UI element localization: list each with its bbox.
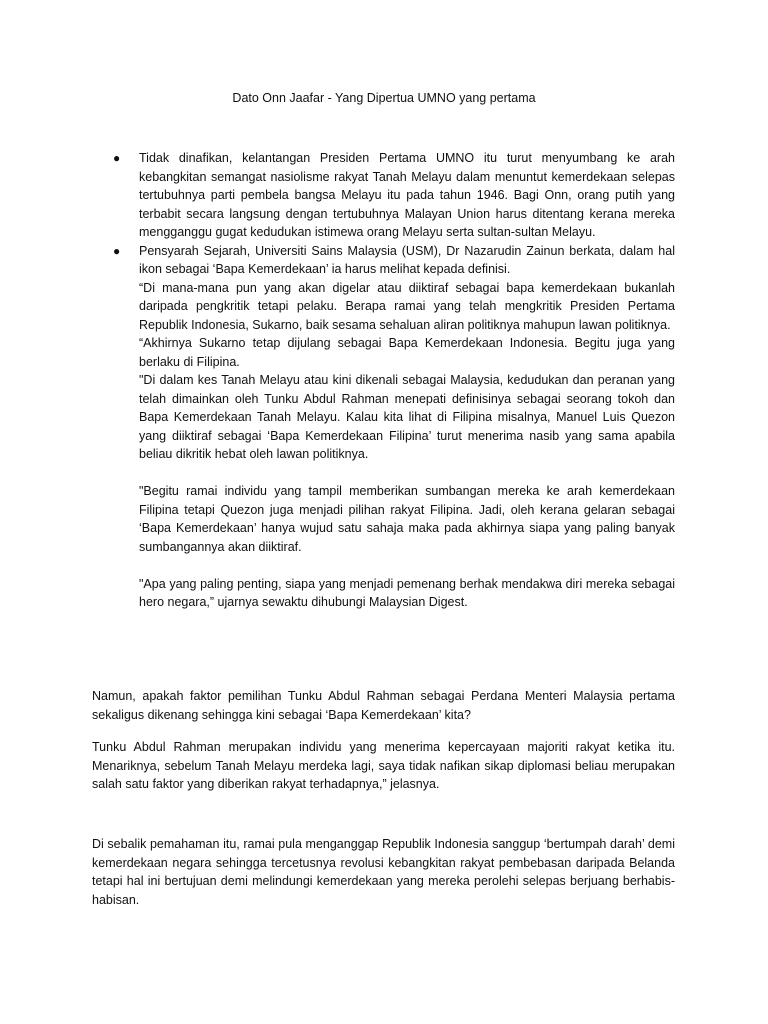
quote-paragraph: "Di dalam kes Tanah Melayu atau kini dikenali sebagai Malaysia, kedudukan dan peranan yang telah dimainkan oleh Tunku Abdul Rahman menepati definisinya sebagai seorang tokoh dan Bapa Kemerdekaan Tanah Melayu. Kalau kita lihat di Filipina misalnya, Manuel Luis Quezon yang diiktiraf sebagai ‘Bapa Kemerdekaan Filipina’ turut menerima nasib yang sama apabila beliau dikritik hebat oleh lawan politiknya. (139, 373, 675, 461)
bullet-paragraph: Tidak dinafikan, kelantangan Presiden Pertama UMNO itu turut menyumbang ke arah kebangkitan semangat nasiolisme rakyat Tanah Melayu dalam menuntut kemerdekaan selepas tertubuhnya parti pembela bangsa Melayu itu pada tahun 1946. Bagi Onn, orang putih yang terbabit secara langsung dengan tertubuhnya Malayan Union harus ditentang kerana mereka mengganggu gugat kedudukan istimewa orang Melayu serta sultan-sultan Melayu. (139, 151, 675, 239)
document-title: Dato Onn Jaafar - Yang Dipertua UMNO yang pertama (232, 91, 536, 105)
bullet-list (92, 149, 675, 612)
body-paragraph: Tunku Abdul Rahman merupakan individu yang menerima kepercayaan majoriti rakyat ketika itu. Menariknya, sebelum Tanah Melayu merdeka lagi, saya tidak nafikan sikap diplomasi beliau merupakan salah satu faktor yang diberikan rakyat terhadapnya,” jelasnya. (92, 740, 675, 791)
body-paragraph: Di sebalik pemahaman itu, ramai pula menganggap Republik Indonesia sanggup ‘bertumpah darah’ demi kemerdekaan negara sehingga tercetusnya revolusi kebangkitan rakyat pembebasan daripada Belanda tetapi hal ini bertujuan demi melindungi kemerdekaan yang mereka perolehi selepas berjuang berhabis-habisan. (92, 837, 675, 907)
bullet-item (92, 242, 675, 612)
bullet-dot-icon: ● (113, 151, 121, 165)
quote-paragraph: "Begitu ramai individu yang tampil memberikan sumbangan mereka ke arah kemerdekaan Filipina tetapi Quezon juga menjadi pilihan rakyat Filipina. Jadi, oleh kerana gelaran sebagai ‘Bapa Kemerdekaan’ hanya wujud satu sahaja maka pada akhirnya siapa yang paling banyak sumbangannya akan diiktiraf. (139, 484, 675, 554)
bullet-paragraph: Pensyarah Sejarah, Universiti Sains Malaysia (USM), Dr Nazarudin Zainun berkata, dalam hal ikon sebagai ‘Bapa Kemerdekaan’ ia harus melihat kepada definisi. (139, 243, 675, 276)
body-paragraph: Namun, apakah faktor pemilihan Tunku Abdul Rahman sebagai Perdana Menteri Malaysia pertama sekaligus dikenang sehingga kini sebagai ‘Bapa Kemerdekaan’ kita? (92, 689, 675, 722)
bullet-item (92, 149, 675, 242)
quote-paragraph: “Akhirnya Sukarno tetap dijulang sebagai Bapa Kemerdekaan Indonesia. Begitu juga yang berlaku di Filipina. (139, 336, 675, 369)
quote-paragraph: "Apa yang paling penting, siapa yang menjadi pemenang berhak mendakwa diri mereka sebagai hero negara,” ujarnya sewaktu dihubungi Malaysian Digest. (139, 576, 675, 609)
quote-paragraph: “Di mana-mana pun yang akan digelar atau diiktiraf sebagai bapa kemerdekaan bukanlah daripada pengkritik tetapi pelaku. Berapa ramai yang telah mengkritik Presiden Pertama Republik Indonesia, Sukarno, baik sesama sehaluan aliran politiknya mahupun lawan politiknya. (139, 280, 675, 332)
bullet-dot-icon: ● (113, 243, 121, 258)
